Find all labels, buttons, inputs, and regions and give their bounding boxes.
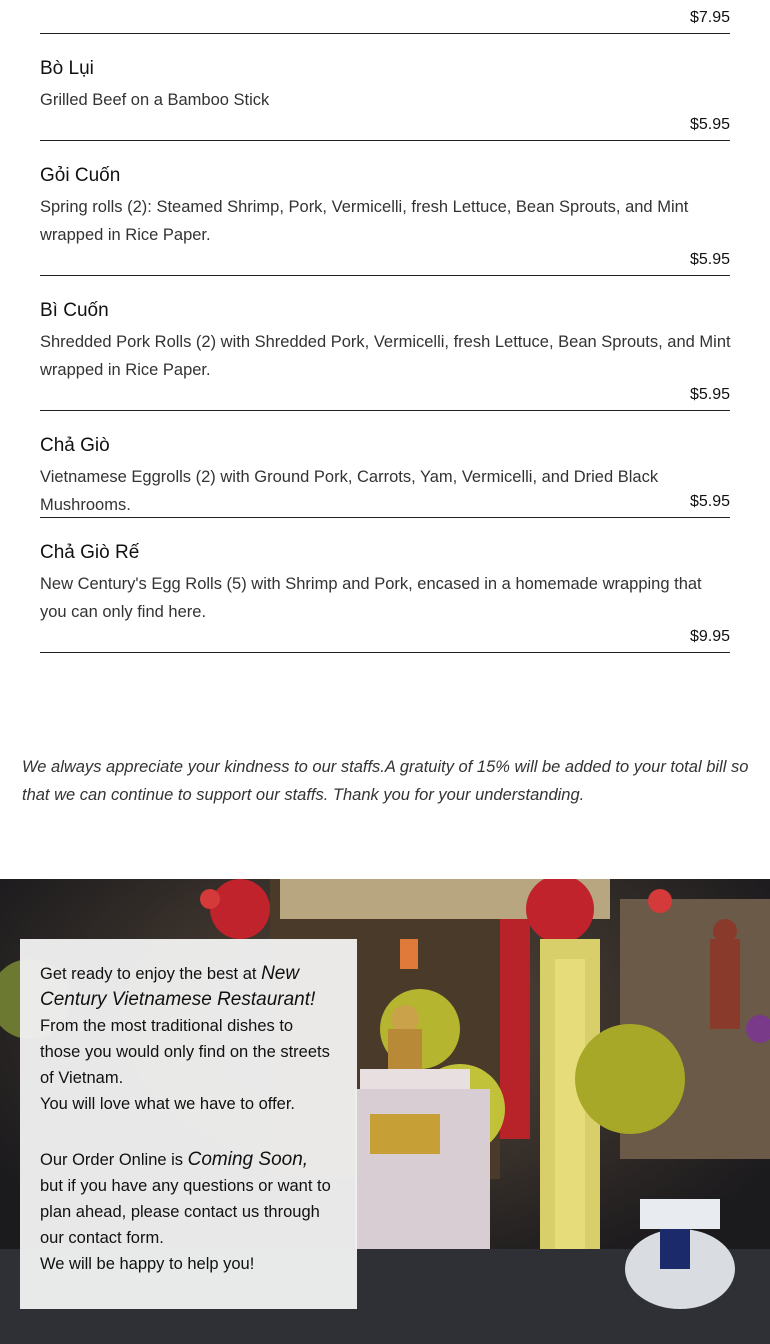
item-name: Bò Lụi — [40, 58, 94, 79]
order-online-paragraph — [40, 1147, 337, 1173]
item-description: Shredded Pork Rolls (2) with Shredded Pork, Vermicelli, fresh Lettuce, Bean Sprouts, and Mint wrapped in Rice Paper. — [40, 333, 731, 379]
welcome-info-box — [20, 939, 357, 1309]
item-description: Grilled Beef on a Bamboo Stick — [40, 91, 270, 109]
contact-text: but if you have any questions or want to plan ahead, please contact us through our contact form. — [40, 1177, 331, 1247]
item-name: Chả Giò Rế — [40, 542, 140, 563]
item-price: $5.95 — [689, 493, 730, 510]
item-description: Vietnamese Eggrolls (2) with Ground Pork, Carrots, Yam, Vermicelli, and Dried Black Mushrooms. — [40, 468, 659, 514]
menu-item — [40, 141, 730, 276]
item-description: New Century's Egg Rolls (5) with Shrimp and Pork, encased in a homemade wrapping that you can only find here. — [40, 575, 702, 621]
menu-item — [40, 518, 730, 653]
item-name: Gỏi Cuốn — [40, 165, 121, 186]
welcome-paragraph — [40, 961, 337, 1013]
coming-soon-text: Coming Soon, — [187, 1149, 309, 1170]
item-price: $5.95 — [689, 251, 730, 268]
item-price: $7.95 — [689, 9, 730, 26]
item-name: Bì Cuốn — [40, 300, 109, 321]
gratuity-note: We always appreciate your kindness to our staffs.A gratuity of 15% will be added to your total bill so that we can continue to support our staffs. Thank you for your understanding. — [22, 758, 749, 804]
restaurant-hero-image — [0, 879, 770, 1344]
menu-item — [40, 411, 730, 518]
menu-item — [40, 276, 730, 411]
offer-text: You will love what we have to offer. — [40, 1095, 295, 1113]
menu-item — [40, 34, 730, 141]
restaurant-name: New Century Vietnamese Restaurant! — [40, 963, 316, 1010]
item-name: Chả Giò — [40, 435, 110, 456]
item-description: Spring rolls (2): Steamed Shrimp, Pork, Vermicelli, fresh Lettuce, Bean Sprouts, and Mint wrapped in Rice Paper. — [40, 198, 689, 244]
item-price: $9.95 — [689, 628, 730, 645]
intro-text: Get ready to enjoy the best at — [40, 965, 262, 983]
item-price: $5.95 — [689, 386, 730, 403]
item-price: $5.95 — [689, 116, 730, 133]
menu-item-partial — [40, 0, 730, 34]
order-online-text: Our Order Online is — [40, 1151, 188, 1169]
closing-text: We will be happy to help you! — [40, 1255, 255, 1273]
tradition-text: From the most traditional dishes to those you would only find on the streets of Vietnam. — [40, 1017, 330, 1087]
